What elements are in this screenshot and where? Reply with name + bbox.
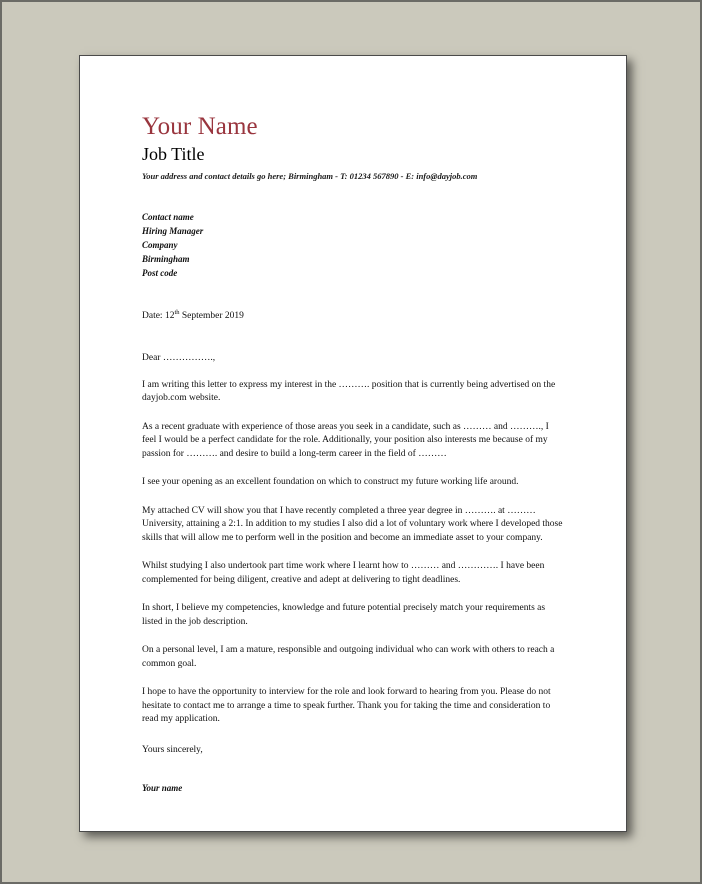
recipient-line: Birmingham: [142, 254, 190, 265]
date-prefix: Date: 12: [142, 311, 175, 322]
letter-content: [142, 114, 565, 795]
email-link[interactable]: info@dayjob.com: [416, 171, 478, 182]
letter-page: [79, 55, 627, 832]
body-paragraph: As a recent graduate with experience of those areas you seek in a candidate, such as ……… and ………., I feel I would be a perfect candidate for the role. Additionally, your position also interests me because of my passion for ………. and desire to build a long-term career in the field of ………: [142, 421, 549, 459]
contact-details-line: [142, 171, 565, 182]
recipient-line: Hiring Manager: [142, 226, 204, 237]
body-paragraph: I hope to have the opportunity to interview for the role and look forward to hearing from you. Please do not hesitate to contact me to arrange a time to speak further. Thank you for taking the time and consideration to read my application.: [142, 687, 551, 725]
date-line: [142, 310, 565, 322]
recipient-line: Post code: [142, 268, 178, 279]
body-paragraph: In short, I believe my competencies, knowledge and future potential precisely match your requirements as listed in the job description.: [142, 603, 546, 627]
page-title: Your Name: [142, 113, 258, 140]
recipient-line: Contact name: [142, 212, 194, 223]
body-paragraph: Whilst studying I also undertook part time work where I learnt how to ……… and …………. I have been complemented for being diligent, creative and adept at delivering to tight deadlines.: [142, 561, 545, 585]
contact-details-text: Your address and contact details go here; Birmingham - T: 01234 567890 - E:: [142, 171, 417, 182]
recipient-line: Company: [142, 240, 178, 251]
date-suffix: September 2019: [179, 311, 244, 322]
recipient-address-block: [142, 210, 565, 280]
signature-name: Your name: [142, 783, 183, 793]
body-paragraph: My attached CV will show you that I have recently completed a three year degree in ………. at ……… University, attaining a 2:1. In addition to my studies I also did a lot of voluntary work where I developed those skills that will allow me to perform well in the position and become an immediate asset to your company.: [142, 505, 563, 543]
body-paragraph: I am writing this letter to express my interest in the ………. position that is currently being advertised on the dayjob.com website.: [142, 379, 556, 404]
body-paragraph: On a personal level, I am a mature, responsible and outgoing individual who can work with others to reach a common goal.: [142, 645, 555, 669]
signoff: Yours sincerely,: [142, 744, 203, 755]
job-title: Job Title: [142, 144, 205, 165]
salutation: Dear …………….,: [142, 352, 216, 363]
date-ordinal-suffix: th: [174, 309, 180, 317]
body-paragraph: I see your opening as an excellent foundation on which to construct my future working life around.: [142, 477, 519, 488]
